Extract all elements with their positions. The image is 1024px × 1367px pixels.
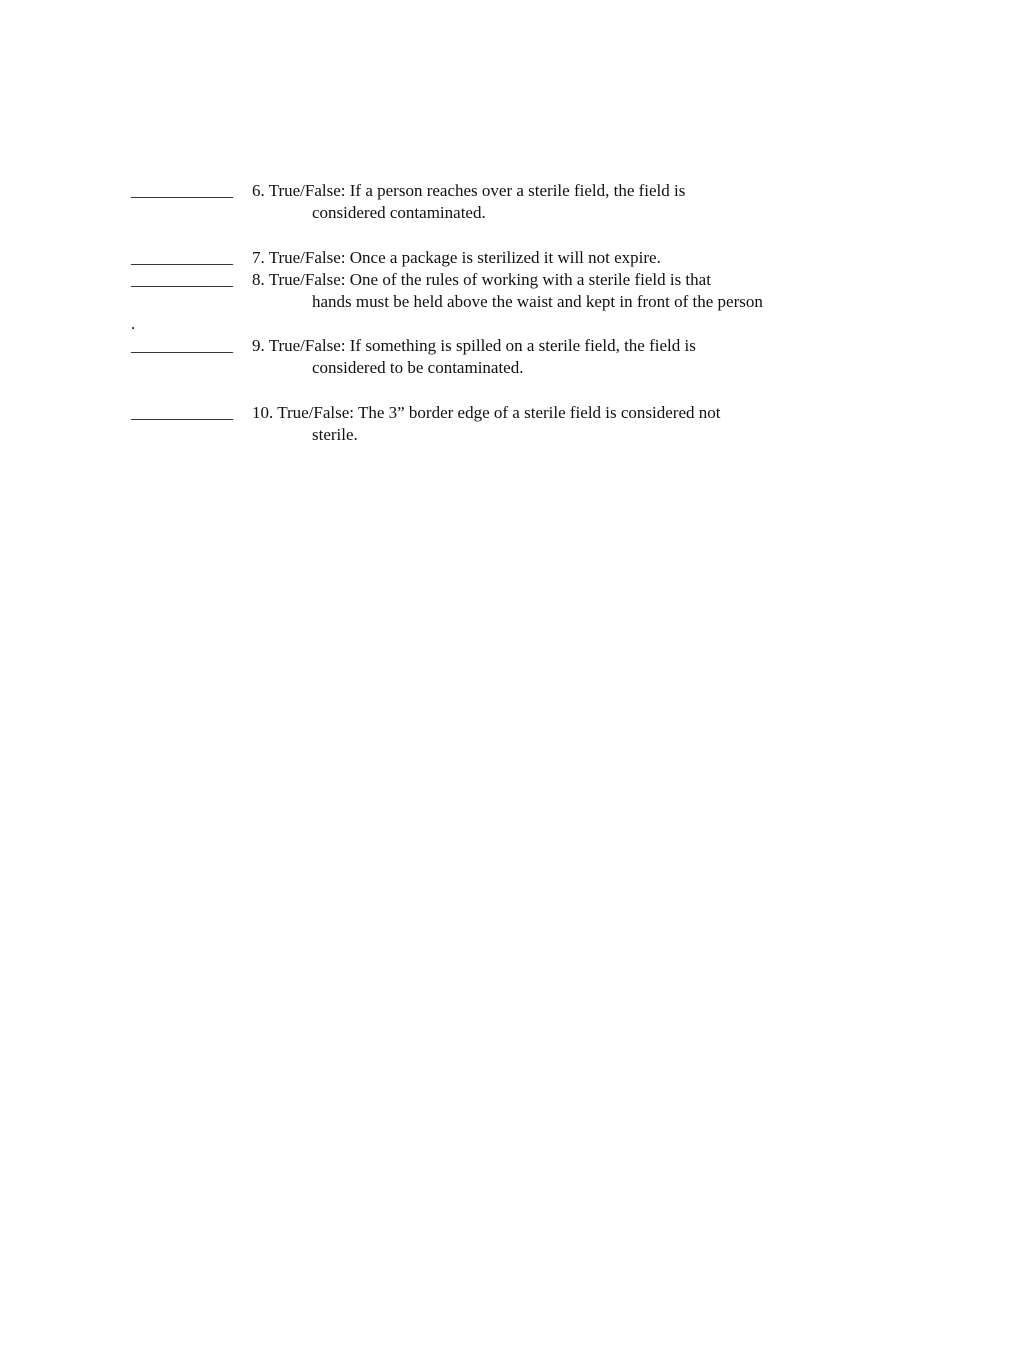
- answer-blank-10: ____________: [131, 403, 233, 422]
- answer-blank-9: ____________: [131, 336, 233, 355]
- question-9-continuation: considered to be contaminated.: [312, 358, 524, 377]
- answer-blank-7: ____________: [131, 248, 233, 267]
- answer-blank-8: ____________: [131, 270, 233, 289]
- answer-blank-6: ____________: [131, 181, 233, 200]
- question-7-text: 7. True/False: Once a package is sterilized it will not expire.: [252, 248, 661, 267]
- question-8-continuation: hands must be held above the waist and kept in front of the person: [312, 292, 763, 311]
- question-6-continuation: considered contaminated.: [312, 203, 486, 222]
- question-6-text: 6. True/False: If a person reaches over a sterile field, the field is: [252, 181, 686, 200]
- question-10-continuation: sterile.: [312, 425, 358, 444]
- stray-period: .: [131, 314, 136, 333]
- question-8-text: 8. True/False: One of the rules of working with a sterile field is that: [252, 270, 711, 289]
- question-9-text: 9. True/False: If something is spilled on a sterile field, the field is: [252, 336, 696, 355]
- question-10-text: 10. True/False: The 3” border edge of a sterile field is considered not: [252, 403, 721, 422]
